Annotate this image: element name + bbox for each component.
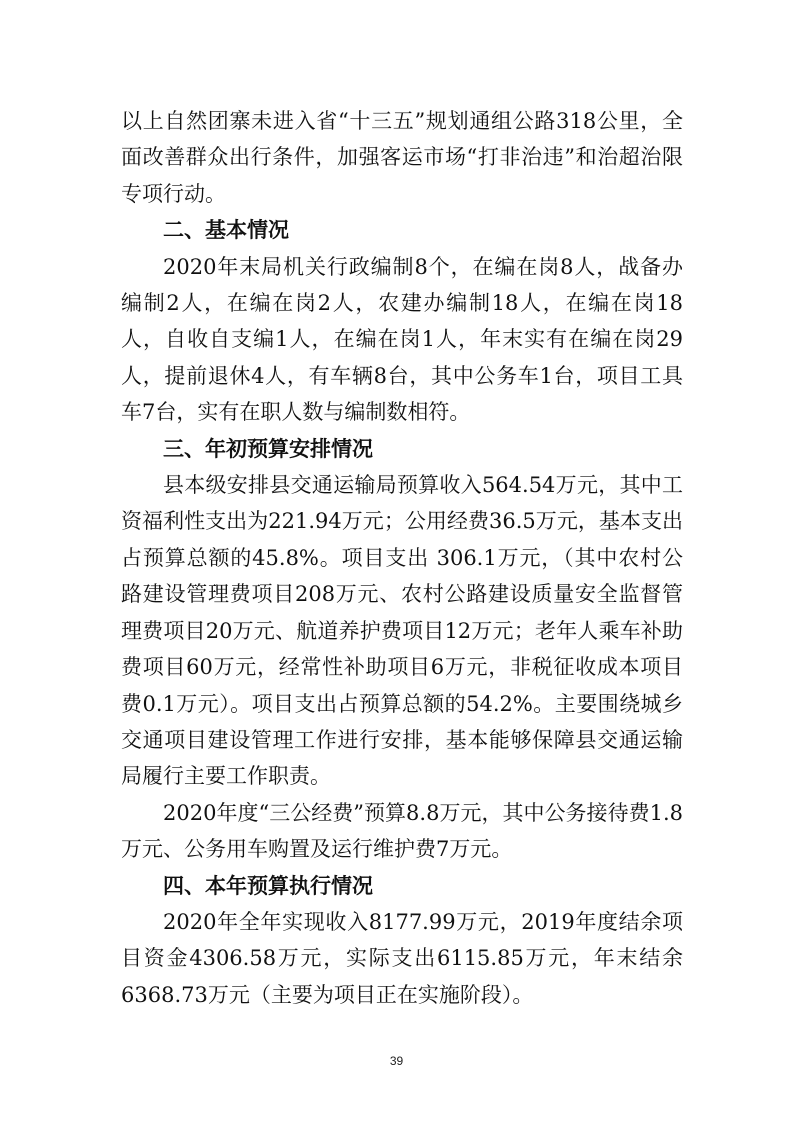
paragraph-budget-arrangement: 县本级安排县交通运输局预算收入564.54万元，其中工资福利性支出为221.94万元；公用经费36.5万元，基本支出占预算总额的45.8%。项目支出 306.1万元，（其中农村公路建设管理费项目208万元、农村公路建设质量安全监督管理费项目20万元、航道养护费项目12万元；老年人乘车补助费项目60万元，经常性补助项目6万元，非税征收成本项目费0.1万元）。项目支出占预算总额的54.2%。主要围绕城乡交通项目建设管理工作进行安排，基本能够保障县交通运输局履行主要工作职责。 (121, 473, 683, 789)
section-heading-basic-info: 二、基本情况 (163, 218, 289, 243)
paragraph-three-public-expenses: 2020年度“三公经费”预算8.8万元，其中公务接待费1.8万元、公务用车购置及运行维护费7万元。 (121, 800, 683, 862)
section-heading-budget-execution: 四、本年预算执行情况 (163, 873, 373, 898)
document-body (121, 103, 683, 1013)
page-number: 39 (389, 1054, 404, 1068)
paragraph-continuation: 以上自然团寨未进入省“十三五”规划通组公路318公里，全面改善群众出行条件，加强客运市场“打非治违”和治超治限专项行动。 (121, 109, 683, 206)
paragraph-staffing: 2020年末局机关行政编制8个，在编在岗8人，战备办编制2人，在编在岗2人，农建办编制18人，在编在岗18人，自收自支编1人，在编在岗1人，年末实有在编在岗29人，提前退休4人，有车辆8台，其中公务车1台，项目工具车7台，实有在职人数与编制数相符。 (121, 254, 683, 425)
paragraph-budget-execution: 2020年全年实现收入8177.99万元，2019年度结余项目资金4306.58万元，实际支出6115.85万元，年末结余6368.73万元（主要为项目正在实施阶段）。 (121, 909, 683, 1007)
section-heading-initial-budget: 三、年初预算安排情况 (163, 436, 373, 461)
